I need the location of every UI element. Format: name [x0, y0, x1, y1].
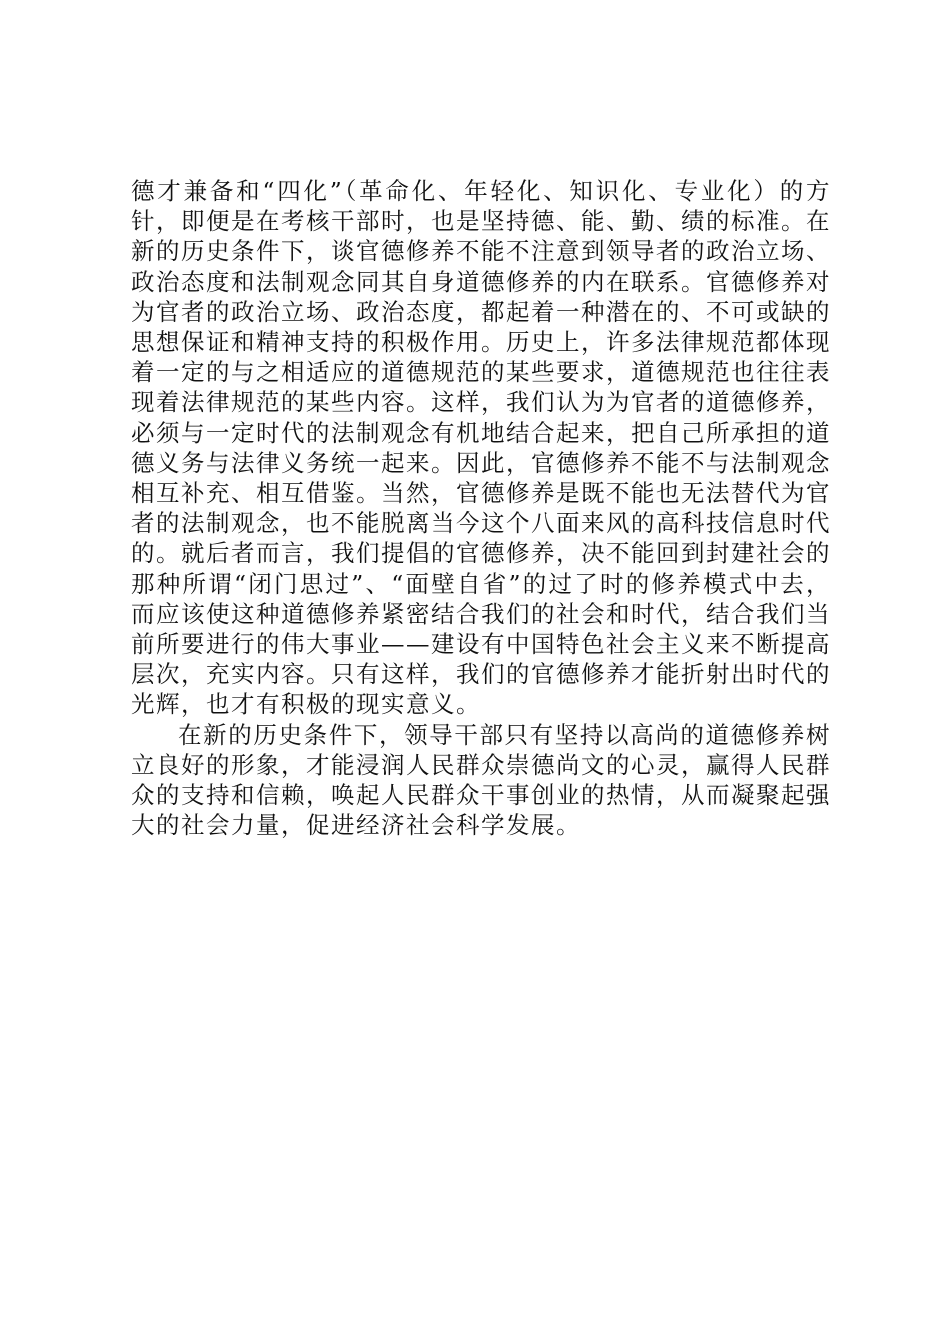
paragraph: 在新的历史条件下，领导干部只有坚持以高尚的道德修养树立良好的形象，才能浸润人民群众崇德尚文的心灵，赢得人民群众的支持和信赖，唤起人民群众干事创业的热情，从而凝聚起强大的社会力量，促进经济社会科学发展。	[131, 720, 831, 840]
paragraph-continued: 德才兼备和“四化”（革命化、年轻化、知识化、专业化）的方针，即便是在考核干部时，也是坚持德、能、勤、绩的标准。在新的历史条件下，谈官德修养不能不注意到领导者的政治立场、政治态度和法制观念同其自身道德修养的内在联系。官德修养对为官者的政治立场、政治态度，都起着一种潜在的、不可或缺的思想保证和精神支持的积极作用。历史上，许多法律规范都体现着一定的与之相适应的道德规范的某些要求，道德规范也往往表现着法律规范的某些内容。这样，我们认为为官者的道德修养，必须与一定时代的法制观念有机地结合起来，把自己所承担的道德义务与法律义务统一起来。因此，官德修养不能不与法制观念相互补充、相互借鉴。当然，官德修养是既不能也无法替代为官者的法制观念，也不能脱离当今这个八面来风的高科技信息时代的。就后者而言，我们提倡的官德修养，决不能回到封建社会的那种所谓“闭门思过”、“面壁自省”的过了时的修养模式中去，而应该使这种道德修养紧密结合我们的社会和时代，结合我们当前所要进行的伟大事业——建设有中国特色社会主义来不断提高层次，充实内容。只有这样，我们的官德修养才能折射出时代的光辉，也才有积极的现实意义。	[131, 177, 831, 719]
document-body	[131, 176, 831, 840]
